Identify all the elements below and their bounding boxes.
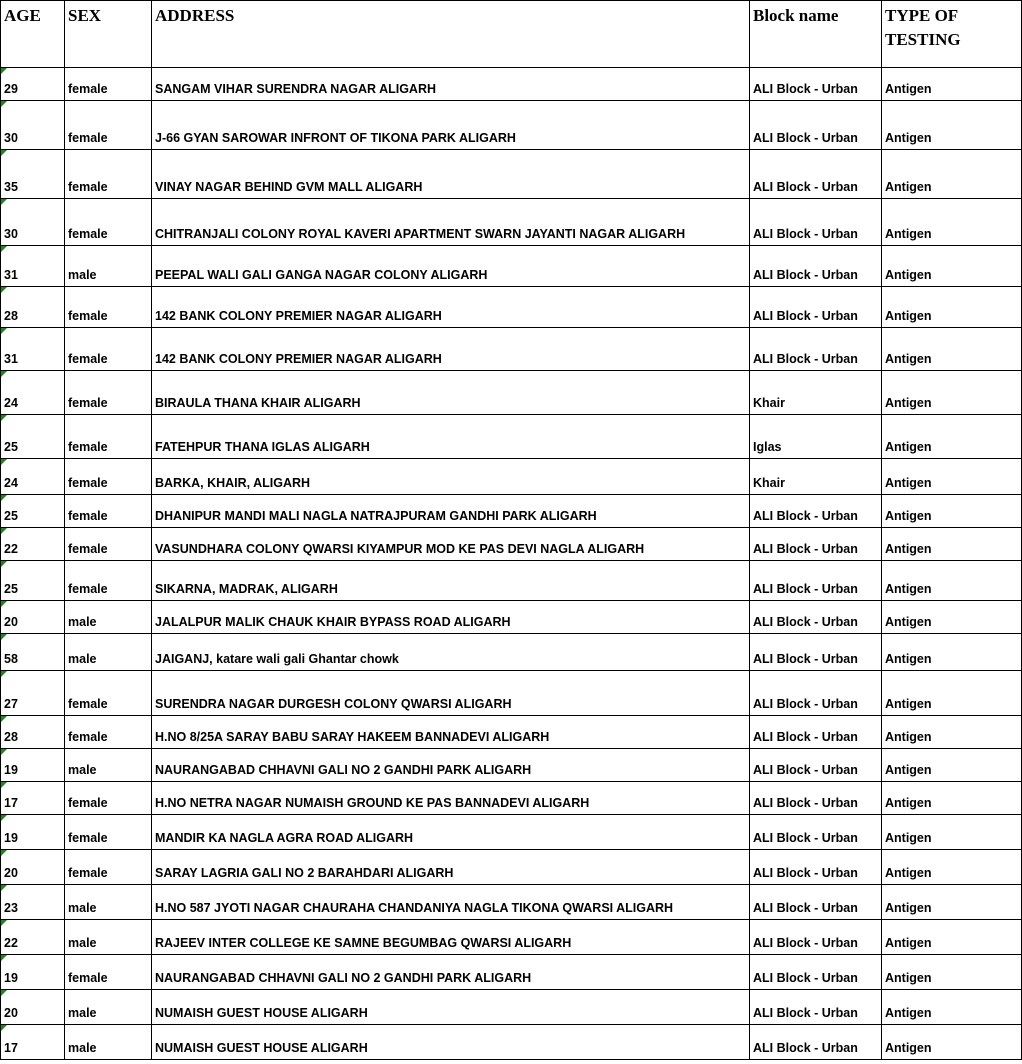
cell-address[interactable]: NAURANGABAD CHHAVNI GALI NO 2 GANDHI PARK ALIGARH xyxy=(152,749,750,782)
cell-block-name[interactable]: ALI Block - Urban xyxy=(750,850,882,885)
cell-block-name[interactable]: ALI Block - Urban xyxy=(750,782,882,815)
cell-address[interactable]: SARAY LAGRIA GALI NO 2 BARAHDARI ALIGARH xyxy=(152,850,750,885)
cell-age[interactable]: 20 xyxy=(1,990,65,1025)
table-row xyxy=(1,749,1022,782)
cell-address[interactable]: VASUNDHARA COLONY QWARSI KIYAMPUR MOD KE PAS DEVI NAGLA ALIGARH xyxy=(152,528,750,561)
table-row xyxy=(1,601,1022,634)
cell-type-of-testing[interactable]: Antigen xyxy=(882,1025,1022,1060)
cell-age[interactable]: 19 xyxy=(1,955,65,990)
cell-sex[interactable]: female xyxy=(65,459,152,495)
cell-block-name[interactable]: ALI Block - Urban xyxy=(750,246,882,287)
cell-age[interactable]: 19 xyxy=(1,815,65,850)
cell-age[interactable]: 31 xyxy=(1,246,65,287)
cell-age[interactable]: 25 xyxy=(1,495,65,528)
table-row xyxy=(1,371,1022,415)
cell-age[interactable]: 24 xyxy=(1,459,65,495)
table-body xyxy=(1,68,1022,1060)
cell-type-of-testing[interactable]: Antigen xyxy=(882,782,1022,815)
cell-address[interactable]: SURENDRA NAGAR DURGESH COLONY QWARSI ALIGARH xyxy=(152,671,750,716)
cell-sex[interactable]: female xyxy=(65,328,152,371)
cell-type-of-testing[interactable]: Antigen xyxy=(882,601,1022,634)
cell-sex[interactable]: female xyxy=(65,371,152,415)
header-type-of-testing[interactable]: TYPE OF TESTING xyxy=(882,1,1022,68)
cell-type-of-testing[interactable]: Antigen xyxy=(882,561,1022,601)
cell-age[interactable]: 24 xyxy=(1,371,65,415)
table-row xyxy=(1,199,1022,246)
cell-sex[interactable]: female xyxy=(65,671,152,716)
cell-block-name[interactable]: ALI Block - Urban xyxy=(750,990,882,1025)
cell-address[interactable]: SANGAM VIHAR SURENDRA NAGAR ALIGARH xyxy=(152,68,750,101)
table-row xyxy=(1,415,1022,459)
table-row xyxy=(1,671,1022,716)
cell-block-name[interactable]: ALI Block - Urban xyxy=(750,150,882,199)
header-address[interactable]: ADDRESS xyxy=(152,1,750,68)
cell-sex[interactable]: male xyxy=(65,990,152,1025)
table-row xyxy=(1,150,1022,199)
table-row xyxy=(1,68,1022,101)
cell-address[interactable]: H.NO 8/25A SARAY BABU SARAY HAKEEM BANNADEVI ALIGARH xyxy=(152,716,750,749)
cell-type-of-testing[interactable]: Antigen xyxy=(882,287,1022,328)
cell-sex[interactable]: male xyxy=(65,1025,152,1060)
cell-block-name[interactable]: ALI Block - Urban xyxy=(750,920,882,955)
cell-age[interactable]: 22 xyxy=(1,528,65,561)
cell-block-name[interactable]: ALI Block - Urban xyxy=(750,634,882,671)
cell-age[interactable]: 29 xyxy=(1,68,65,101)
cell-block-name[interactable]: ALI Block - Urban xyxy=(750,671,882,716)
cell-address[interactable]: J-66 GYAN SAROWAR INFRONT OF TIKONA PARK ALIGARH xyxy=(152,101,750,150)
cell-sex[interactable]: male xyxy=(65,246,152,287)
cell-sex[interactable]: female xyxy=(65,716,152,749)
table-row xyxy=(1,782,1022,815)
cell-address[interactable]: PEEPAL WALI GALI GANGA NAGAR COLONY ALIGARH xyxy=(152,246,750,287)
cell-address[interactable]: BIRAULA THANA KHAIR ALIGARH xyxy=(152,371,750,415)
table-row xyxy=(1,990,1022,1025)
cell-block-name[interactable]: ALI Block - Urban xyxy=(750,328,882,371)
cell-address[interactable]: SIKARNA, MADRAK, ALIGARH xyxy=(152,561,750,601)
table-row xyxy=(1,885,1022,920)
cell-sex[interactable]: female xyxy=(65,561,152,601)
cell-address[interactable]: CHITRANJALI COLONY ROYAL KAVERI APARTMENT SWARN JAYANTI NAGAR ALIGARH xyxy=(152,199,750,246)
table-row xyxy=(1,561,1022,601)
cell-type-of-testing[interactable]: Antigen xyxy=(882,328,1022,371)
cell-type-of-testing[interactable]: Antigen xyxy=(882,459,1022,495)
cell-block-name[interactable]: ALI Block - Urban xyxy=(750,199,882,246)
cell-block-name[interactable]: ALI Block - Urban xyxy=(750,955,882,990)
table-row xyxy=(1,716,1022,749)
cell-type-of-testing[interactable]: Antigen xyxy=(882,716,1022,749)
cell-block-name[interactable]: Iglas xyxy=(750,415,882,459)
cell-age[interactable]: 25 xyxy=(1,561,65,601)
cell-block-name[interactable]: Khair xyxy=(750,459,882,495)
table-row xyxy=(1,1025,1022,1060)
table-row xyxy=(1,246,1022,287)
header-row xyxy=(1,1,1022,68)
cell-type-of-testing[interactable]: Antigen xyxy=(882,199,1022,246)
cell-address[interactable]: H.NO 587 JYOTI NAGAR CHAURAHA CHANDANIYA NAGLA TIKONA QWARSI ALIGARH xyxy=(152,885,750,920)
table-row xyxy=(1,850,1022,885)
table-header xyxy=(1,1,1022,68)
cell-sex[interactable]: female xyxy=(65,782,152,815)
cell-type-of-testing[interactable]: Antigen xyxy=(882,671,1022,716)
cell-sex[interactable]: female xyxy=(65,415,152,459)
cell-block-name[interactable]: ALI Block - Urban xyxy=(750,101,882,150)
cell-sex[interactable]: male xyxy=(65,885,152,920)
cell-type-of-testing[interactable]: Antigen xyxy=(882,885,1022,920)
cell-block-name[interactable]: ALI Block - Urban xyxy=(750,561,882,601)
cell-type-of-testing[interactable]: Antigen xyxy=(882,634,1022,671)
cell-sex[interactable]: female xyxy=(65,68,152,101)
cell-sex[interactable]: male xyxy=(65,749,152,782)
cell-age[interactable]: 20 xyxy=(1,601,65,634)
cell-type-of-testing[interactable]: Antigen xyxy=(882,749,1022,782)
cell-sex[interactable]: female xyxy=(65,150,152,199)
cell-block-name[interactable]: ALI Block - Urban xyxy=(750,495,882,528)
cell-block-name[interactable]: ALI Block - Urban xyxy=(750,287,882,328)
cell-block-name[interactable]: ALI Block - Urban xyxy=(750,601,882,634)
cell-address[interactable]: DHANIPUR MANDI MALI NAGLA NATRAJPURAM GANDHI PARK ALIGARH xyxy=(152,495,750,528)
cell-sex[interactable]: female xyxy=(65,101,152,150)
table-row xyxy=(1,815,1022,850)
cell-type-of-testing[interactable]: Antigen xyxy=(882,246,1022,287)
cell-age[interactable]: 30 xyxy=(1,101,65,150)
cell-sex[interactable]: female xyxy=(65,528,152,561)
table-row xyxy=(1,495,1022,528)
table-row xyxy=(1,528,1022,561)
cell-block-name[interactable]: Khair xyxy=(750,371,882,415)
cell-type-of-testing[interactable]: Antigen xyxy=(882,955,1022,990)
cell-block-name[interactable]: ALI Block - Urban xyxy=(750,815,882,850)
cell-type-of-testing[interactable]: Antigen xyxy=(882,990,1022,1025)
cell-type-of-testing[interactable]: Antigen xyxy=(882,371,1022,415)
table-row xyxy=(1,101,1022,150)
cell-type-of-testing[interactable]: Antigen xyxy=(882,815,1022,850)
cell-address[interactable]: NUMAISH GUEST HOUSE ALIGARH xyxy=(152,1025,750,1060)
cell-address[interactable]: RAJEEV INTER COLLEGE KE SAMNE BEGUMBAG QWARSI ALIGARH xyxy=(152,920,750,955)
cell-address[interactable]: MANDIR KA NAGLA AGRA ROAD ALIGARH xyxy=(152,815,750,850)
cell-address[interactable]: 142 BANK COLONY PREMIER NAGAR ALIGARH xyxy=(152,328,750,371)
cell-block-name[interactable]: ALI Block - Urban xyxy=(750,68,882,101)
cell-block-name[interactable]: ALI Block - Urban xyxy=(750,716,882,749)
cell-age[interactable]: 17 xyxy=(1,782,65,815)
cell-age[interactable]: 25 xyxy=(1,415,65,459)
cell-age[interactable]: 31 xyxy=(1,328,65,371)
cell-block-name[interactable]: ALI Block - Urban xyxy=(750,1025,882,1060)
cell-age[interactable]: 17 xyxy=(1,1025,65,1060)
cell-address[interactable]: JALALPUR MALIK CHAUK KHAIR BYPASS ROAD ALIGARH xyxy=(152,601,750,634)
cell-sex[interactable]: male xyxy=(65,601,152,634)
cell-type-of-testing[interactable]: Antigen xyxy=(882,850,1022,885)
cell-block-name[interactable]: ALI Block - Urban xyxy=(750,528,882,561)
cell-age[interactable]: 22 xyxy=(1,920,65,955)
cell-sex[interactable]: male xyxy=(65,920,152,955)
cell-type-of-testing[interactable]: Antigen xyxy=(882,528,1022,561)
cell-age[interactable]: 20 xyxy=(1,850,65,885)
cell-type-of-testing[interactable]: Antigen xyxy=(882,101,1022,150)
cell-age[interactable]: 30 xyxy=(1,199,65,246)
cell-sex[interactable]: female xyxy=(65,850,152,885)
table-row xyxy=(1,955,1022,990)
cell-type-of-testing[interactable]: Antigen xyxy=(882,415,1022,459)
cell-sex[interactable]: female xyxy=(65,815,152,850)
cell-sex[interactable]: female xyxy=(65,199,152,246)
cell-address[interactable]: 142 BANK COLONY PREMIER NAGAR ALIGARH xyxy=(152,287,750,328)
table-row xyxy=(1,920,1022,955)
header-block-name[interactable]: Block name xyxy=(750,1,882,68)
cell-address[interactable]: H.NO NETRA NAGAR NUMAISH GROUND KE PAS BANNADEVI ALIGARH xyxy=(152,782,750,815)
cell-address[interactable]: BARKA, KHAIR, ALIGARH xyxy=(152,459,750,495)
cell-address[interactable]: NUMAISH GUEST HOUSE ALIGARH xyxy=(152,990,750,1025)
header-age[interactable]: AGE xyxy=(1,1,65,68)
cell-address[interactable]: VINAY NAGAR BEHIND GVM MALL ALIGARH xyxy=(152,150,750,199)
cell-age[interactable]: 35 xyxy=(1,150,65,199)
header-sex[interactable]: SEX xyxy=(65,1,152,68)
table-row xyxy=(1,634,1022,671)
cell-age[interactable]: 28 xyxy=(1,287,65,328)
cell-sex[interactable]: female xyxy=(65,955,152,990)
cell-block-name[interactable]: ALI Block - Urban xyxy=(750,749,882,782)
cell-type-of-testing[interactable]: Antigen xyxy=(882,495,1022,528)
cell-age[interactable]: 23 xyxy=(1,885,65,920)
cell-type-of-testing[interactable]: Antigen xyxy=(882,68,1022,101)
table-row xyxy=(1,328,1022,371)
table-row xyxy=(1,287,1022,328)
cell-type-of-testing[interactable]: Antigen xyxy=(882,920,1022,955)
cell-age[interactable]: 28 xyxy=(1,716,65,749)
cell-age[interactable]: 27 xyxy=(1,671,65,716)
cell-address[interactable]: FATEHPUR THANA IGLAS ALIGARH xyxy=(152,415,750,459)
cell-sex[interactable]: female xyxy=(65,495,152,528)
cell-type-of-testing[interactable]: Antigen xyxy=(882,150,1022,199)
cell-address[interactable]: JAIGANJ, katare wali gali Ghantar chowk xyxy=(152,634,750,671)
cell-sex[interactable]: female xyxy=(65,287,152,328)
cell-age[interactable]: 58 xyxy=(1,634,65,671)
cell-sex[interactable]: male xyxy=(65,634,152,671)
table-row xyxy=(1,459,1022,495)
cell-address[interactable]: NAURANGABAD CHHAVNI GALI NO 2 GANDHI PARK ALIGARH xyxy=(152,955,750,990)
cell-age[interactable]: 19 xyxy=(1,749,65,782)
cell-block-name[interactable]: ALI Block - Urban xyxy=(750,885,882,920)
